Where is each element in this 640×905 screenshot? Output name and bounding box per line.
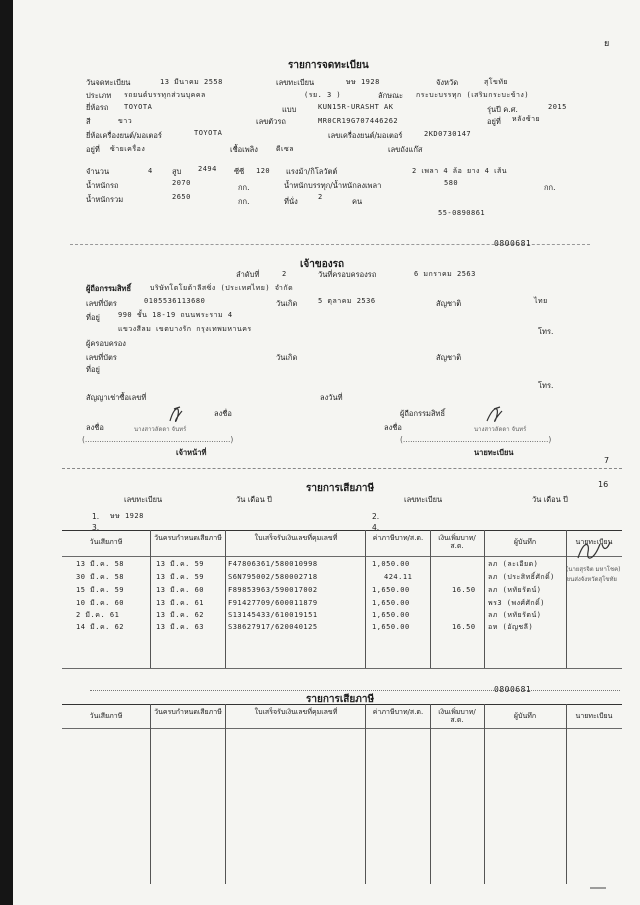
holder: บริษัทโตโยต้าลีสซิ่ง (ประเทศไทย) จำกัด <box>150 284 294 292</box>
table2-col-sep <box>150 704 151 884</box>
row-recorder: ลภ (ประสิทธิ์ศักดิ์) <box>488 573 555 581</box>
sign-bracket-right: (.............................................................) <box>400 435 552 444</box>
table1-bottom-border <box>62 668 622 669</box>
seats-unit: คน <box>352 197 363 206</box>
nature-label: ลักษณะ <box>378 91 404 100</box>
chassis: MR0CR19G707446262 <box>318 117 399 125</box>
col-tax: ค่าภาษีบาท/ส.ต. <box>372 534 424 542</box>
weight-unit: กก. <box>238 183 250 192</box>
row-receipt: S6N795002/580002718 <box>228 573 318 581</box>
registrar-note-2: ขนส่งจังหวัดสุโขทัย <box>566 576 617 583</box>
color: ขาว <box>118 117 133 125</box>
row-paid: 2 มี.ค. 61 <box>76 611 120 619</box>
col-due-date: วันครบกำหนดเสียภาษี <box>154 534 222 542</box>
vehicle-code: (รย. 3 ) <box>304 91 342 99</box>
row-receipt: F91427709/600011879 <box>228 599 318 607</box>
table1-col-sep <box>225 530 226 668</box>
tax-reg1: ษษ 1928 <box>110 512 144 520</box>
fuel-label: เชื้อเพลิง <box>230 145 258 154</box>
registrar-note-1: (นายสุรจิต มหาโชค) <box>566 566 621 573</box>
birth-label: วันเกิด <box>276 299 298 308</box>
row-tax: 1,650.00 <box>372 599 410 607</box>
engine-loc-label: อยู่ที่ <box>86 145 100 154</box>
row-due: 13 มี.ค. 59 <box>156 573 205 581</box>
count-label: จำนวน <box>86 167 110 176</box>
contract-label: สัญญาเช่าซื้อเลขที่ <box>86 393 147 402</box>
row-recorder: พร3 (พงศ์ศักดิ์) <box>488 599 545 607</box>
possessor-label: ผู้ครอบครอง <box>86 339 126 348</box>
table2-header-border <box>62 728 622 729</box>
cc: 2494 <box>198 165 217 173</box>
possessor-address-label: ที่อยู่ <box>86 365 100 374</box>
chassis-loc-label: อยู่ที่ <box>487 117 501 126</box>
table1-col-sep <box>566 530 567 668</box>
row-tax: 1,050.00 <box>372 560 410 568</box>
table1-col-sep <box>430 530 431 668</box>
side-number: 7 <box>604 456 610 465</box>
row-paid: 14 มี.ค. 62 <box>76 623 125 631</box>
chassis-label: เลขตัวรถ <box>256 117 286 126</box>
brand-label: ยี่ห้อรถ <box>86 103 109 112</box>
table2-col-sep <box>365 704 366 884</box>
engine-loc: ซ้ายเครื่อง <box>110 145 146 153</box>
staff-label: เจ้าหน้าที่ <box>176 448 207 457</box>
row-fine: 16.50 <box>452 623 476 631</box>
row-paid: 15 มี.ค. 59 <box>76 586 125 594</box>
row-due: 13 มี.ค. 61 <box>156 599 205 607</box>
row-tax: 1,650.00 <box>372 623 410 631</box>
type-label: ประเภท <box>86 91 112 100</box>
row-fine: 16.50 <box>452 586 476 594</box>
year-label: รุ่นปี ค.ศ. <box>487 105 518 114</box>
serial-top: 0800681 <box>494 239 532 248</box>
tax-title-1: รายการเสียภาษี <box>306 483 375 494</box>
col-fine: เงินเพิ่มบาท/ส.ต. <box>438 534 476 550</box>
table2-col-sep <box>484 704 485 884</box>
tax-n3: 3. <box>92 523 100 532</box>
province: สุโขทัย <box>484 78 509 86</box>
col-fine-2: เงินเพิ่มบาท/ส.ต. <box>438 708 476 724</box>
nationality-label: สัญชาติ <box>436 299 462 308</box>
weight: 2070 <box>172 179 191 187</box>
address-line-1: 990 ชั้น 18-19 ถนนพระราม 4 <box>118 311 233 319</box>
col-recorder-2: ผู้บันทึก <box>513 712 537 720</box>
cc-label: ซีซี <box>234 167 245 176</box>
possessor-id-label: เลขที่บัตร <box>86 353 117 362</box>
row-recorder: ลภ (หทัยรัตน์) <box>488 586 542 594</box>
nature: กระบะบรรทุก (เสริมกระบะข้าง) <box>416 91 530 99</box>
load-unit: กก. <box>544 183 556 192</box>
engine-no-label: เลขเครื่องยนต์/มอเตอร์ <box>328 131 403 140</box>
engine-brand: TOYOTA <box>194 129 223 137</box>
tax-n2: 2. <box>372 512 380 521</box>
tax-date-header-1: วัน เดือน ปี <box>236 495 272 504</box>
row-receipt: F89853963/590017002 <box>228 586 318 594</box>
col-registrar: นายทะเบียน <box>575 538 613 546</box>
holder-label: ผู้ถือกรรมสิทธิ์ <box>86 284 132 293</box>
tax-date-header-2: วัน เดือน ปี <box>532 495 568 504</box>
birth-date: 5 ตุลาคม 2536 <box>318 297 376 305</box>
vehicle-type: รถยนต์บรรทุกส่วนบุคคล <box>124 91 206 99</box>
col-paid-date: วันเสียภาษี <box>89 538 123 546</box>
regno: ษษ 1928 <box>346 78 380 86</box>
color-label: สี <box>86 117 91 126</box>
horsepower: 120 <box>256 167 271 175</box>
owner-title: เจ้าของรถ <box>300 259 345 270</box>
id-number: 0105536113680 <box>144 297 206 305</box>
col-due-date-2: วันครบกำหนดเสียภาษี <box>154 708 222 716</box>
brand: TOYOTA <box>124 103 153 111</box>
tax-regno-header-2: เลขทะเบียน <box>404 495 443 504</box>
tax-n1: 1. <box>92 512 100 521</box>
tax-title-2: รายการเสียภาษี <box>306 694 375 705</box>
col-receipt: ใบเสร็จรับเงินเลขที่คุมเลขที่ <box>254 534 338 542</box>
row-due: 13 มี.ค. 59 <box>156 560 205 568</box>
regno-label: เลขทะเบียน <box>276 78 315 87</box>
table2-col-sep <box>225 704 226 884</box>
address-label: ที่อยู่ <box>86 313 100 322</box>
sign-bracket-left: (.............................................................) <box>82 435 234 444</box>
sign-label-right: ลงชื่อ <box>384 423 402 432</box>
seats: 2 <box>318 193 323 201</box>
axle-spec: 2 เพลา 4 ล้อ ยาง 4 เส้น <box>412 167 508 175</box>
col-tax-2: ค่าภาษีบาท/ส.ต. <box>372 708 424 716</box>
table2-col-sep <box>430 704 431 884</box>
tel-label: โทร. <box>538 327 554 336</box>
row-due: 13 มี.ค. 62 <box>156 611 205 619</box>
row-paid: 30 มี.ค. 58 <box>76 573 125 581</box>
scan-mark <box>588 884 610 892</box>
row-due: 13 มี.ค. 60 <box>156 586 205 594</box>
fuel: ดีเซล <box>276 145 294 153</box>
sign-name-left: นางสาวลัดดา จันทร์ <box>134 426 187 433</box>
gross-weight: 2650 <box>172 193 191 201</box>
possessor-tel-label: โทร. <box>538 381 554 390</box>
table1-col-sep <box>484 530 485 668</box>
sign-label-left: ลงชื่อ <box>86 423 104 432</box>
row-tax: 424.11 <box>384 573 413 581</box>
table1-top-border <box>62 530 622 531</box>
row-recorder: อห (อัญชลี) <box>488 623 534 631</box>
section-divider-2 <box>62 468 622 469</box>
corner-mark: ย <box>604 39 610 49</box>
col-receipt-2: ใบเสร็จรับเงินเลขที่คุมเลขที่ <box>254 708 338 716</box>
table2-col-sep <box>566 704 567 884</box>
row-due: 13 มี.ค. 63 <box>156 623 205 631</box>
engine-brand-label: ยี่ห้อเครื่องยนต์/มอเตอร์ <box>86 131 162 140</box>
row-recorder: ลภ (ละเอียด) <box>488 560 539 568</box>
possessor-birth-label: วันเกิด <box>276 353 298 362</box>
scan-edge <box>0 0 13 905</box>
seats-label: ที่นั่ง <box>284 197 298 206</box>
load-label: น้ำหนักบรรทุก/น้ำหนักลงเพลา <box>284 181 382 190</box>
chassis-loc: หลังซ้าย <box>512 115 541 123</box>
reg-date: 13 มีนาคม 2558 <box>160 78 223 86</box>
tax-n4: 4. <box>372 523 380 532</box>
table1-header-border <box>62 556 622 557</box>
row-paid: 10 มี.ค. 60 <box>76 599 125 607</box>
row-recorder: ลภ (หทัยรัตน์) <box>488 611 542 619</box>
order: 2 <box>282 270 287 278</box>
registrar-table-signature <box>574 538 614 562</box>
gas-tank-label: เลขถังแก๊ส <box>388 145 423 154</box>
table2-top-border <box>62 704 622 705</box>
holder-signature-left <box>166 403 188 425</box>
serial-bottom: 0800681 <box>494 685 532 694</box>
sign-label-top-left: ลงชื่อ <box>214 409 232 418</box>
registrar-label: นายทะเบียน <box>474 448 514 457</box>
row-tax: 1,650.00 <box>372 611 410 619</box>
holder-sign-label: ผู้ถือกรรมสิทธิ์ <box>400 409 446 418</box>
engine-no: 2KD0730147 <box>424 130 472 138</box>
table1-col-sep <box>365 530 366 668</box>
possess-date-label: วันที่ครอบครองรถ <box>318 270 377 279</box>
load: 580 <box>444 179 459 187</box>
cylinders: 4 <box>148 167 153 175</box>
row-tax: 1,650.00 <box>372 586 410 594</box>
possess-date: 6 มกราคม 2563 <box>414 270 476 278</box>
province-label: จังหวัด <box>436 78 459 87</box>
order-label: ลำดับที่ <box>236 270 260 279</box>
tax-regno-header-1: เลขทะเบียน <box>124 495 163 504</box>
gross-label: น้ำหนักรวม <box>86 195 124 204</box>
cyl-label: สูบ <box>172 167 182 176</box>
weight-label: น้ำหนักรถ <box>86 181 119 190</box>
row-receipt: F47806361/580010998 <box>228 560 318 568</box>
tax-page-number: 16 <box>598 480 609 489</box>
sign-name-right: นางสาวลัดดา จันทร์ <box>474 426 527 433</box>
row-paid: 13 มี.ค. 58 <box>76 560 125 568</box>
contract-date-label: ลงวันที่ <box>320 393 343 402</box>
hp-label: แรงม้า/กิโลวัตต์ <box>286 167 338 176</box>
id-label: เลขที่บัตร <box>86 299 117 308</box>
possessor-nat-label: สัญชาติ <box>436 353 462 362</box>
model-label: แบบ <box>282 105 297 114</box>
year: 2015 <box>548 103 567 111</box>
registrar-signature <box>484 403 508 425</box>
col-registrar-2: นายทะเบียน <box>575 712 613 720</box>
row-receipt: S38627917/620040125 <box>228 623 318 631</box>
col-paid-date-2: วันเสียภาษี <box>89 712 123 720</box>
table1-col-sep <box>150 530 151 668</box>
reg-date-label: วันจดทะเบียน <box>86 78 131 87</box>
col-recorder: ผู้บันทึก <box>513 538 537 546</box>
nationality: ไทย <box>534 297 548 305</box>
model: KUN15R-URASHT AK <box>318 103 394 111</box>
reference-number: 55-0890861 <box>438 209 486 217</box>
address-line-2: แขวงสีลม เขตบางรัก กรุงเทพมหานคร <box>118 325 252 333</box>
gross-unit: กก. <box>238 197 250 206</box>
section-divider-3 <box>90 690 620 691</box>
row-receipt: S13145433/610019151 <box>228 611 318 619</box>
registration-title: รายการจดทะเบียน <box>288 60 369 71</box>
